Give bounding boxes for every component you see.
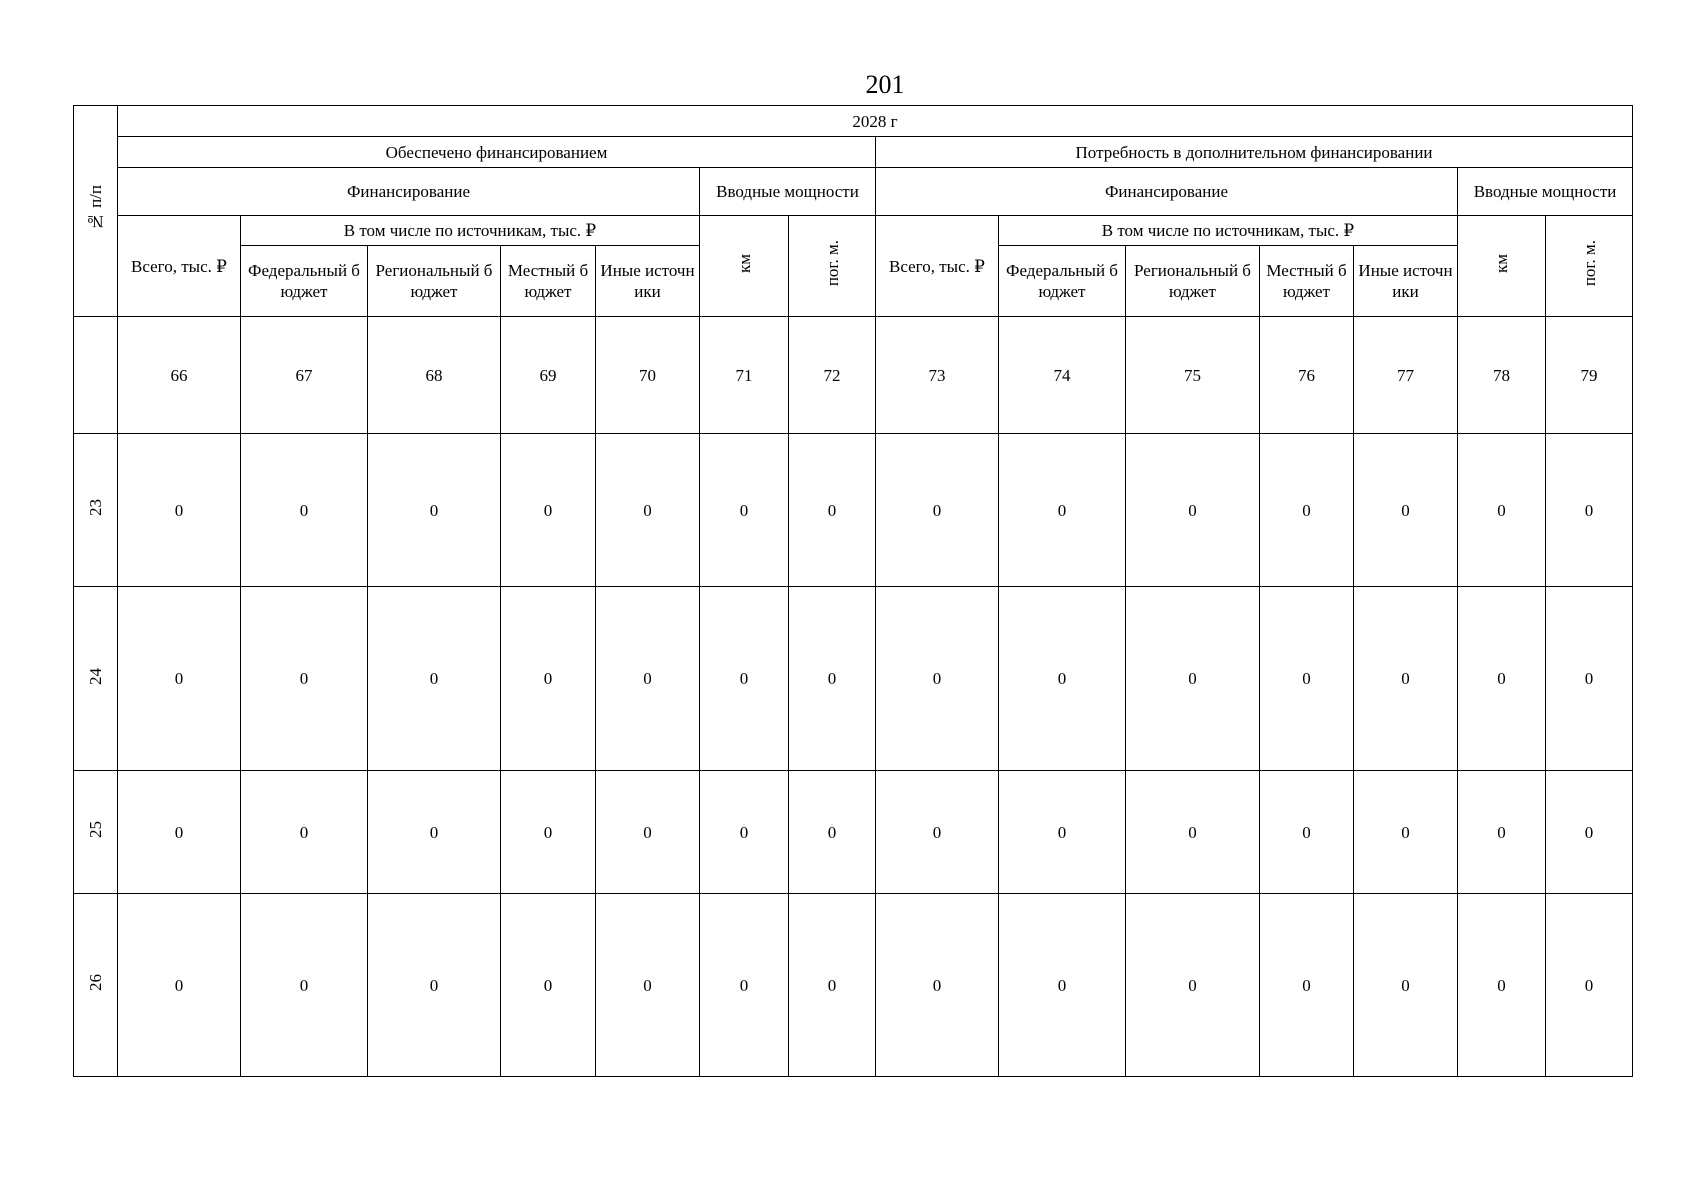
data-cell: 0 [789, 434, 876, 587]
data-cell: 0 [1126, 771, 1260, 894]
secured-km-label: км [734, 253, 754, 274]
data-cell: 0 [1546, 587, 1633, 771]
data-cell: 0 [1458, 894, 1546, 1077]
secured-header: Обеспечено финансированием [118, 137, 876, 168]
row-number-label: № п/п [86, 185, 105, 232]
table-row [74, 587, 1633, 771]
table-row [74, 434, 1633, 587]
need-capacity-header [1458, 168, 1633, 216]
data-cell: 0 [1546, 771, 1633, 894]
need-federal-label: Федеральный бюджет [1006, 261, 1118, 301]
row-number-cell [74, 894, 118, 1077]
need-financing-header: Финансирование [876, 168, 1458, 216]
need-total-label: Всего, тыс. ₽ [889, 256, 985, 276]
data-cell: 0 [368, 587, 501, 771]
data-cell: 0 [118, 771, 241, 894]
header-row-subgroups [74, 168, 1633, 216]
year-header: 2028 г [118, 106, 1633, 137]
data-cell: 0 [1354, 894, 1458, 1077]
secured-km-header [700, 216, 789, 317]
row-number: 24 [86, 667, 105, 685]
column-number: 78 [1458, 317, 1546, 434]
data-cell: 0 [1354, 587, 1458, 771]
data-cell: 0 [368, 771, 501, 894]
additional-need-header: Потребность в дополнительном финансировании [876, 137, 1633, 168]
secured-capacity-label: Вводные мощности [716, 182, 859, 201]
data-cell: 0 [596, 434, 700, 587]
data-cell: 0 [1546, 894, 1633, 1077]
need-km-header [1458, 216, 1546, 317]
data-cell: 0 [999, 894, 1126, 1077]
data-cell: 0 [1354, 771, 1458, 894]
data-cell: 0 [999, 587, 1126, 771]
header-row-groups [74, 137, 1633, 168]
data-cell: 0 [596, 894, 700, 1077]
column-number: 70 [596, 317, 700, 434]
data-cell: 0 [118, 587, 241, 771]
column-number: 79 [1546, 317, 1633, 434]
need-other-label: Иные источники [1358, 261, 1453, 301]
column-number: 68 [368, 317, 501, 434]
data-cell: 0 [700, 894, 789, 1077]
data-cell: 0 [999, 771, 1126, 894]
column-number: 75 [1126, 317, 1260, 434]
data-cell: 0 [789, 771, 876, 894]
secured-local-header [501, 246, 596, 317]
data-cell: 0 [368, 894, 501, 1077]
data-cell: 0 [1458, 771, 1546, 894]
secured-linear-m-header [789, 216, 876, 317]
data-cell: 0 [876, 771, 999, 894]
data-cell: 0 [1260, 771, 1354, 894]
data-cell: 0 [368, 434, 501, 587]
column-number: 71 [700, 317, 789, 434]
column-number: 76 [1260, 317, 1354, 434]
secured-other-header [596, 246, 700, 317]
need-other-header [1354, 246, 1458, 317]
data-cell: 0 [1126, 587, 1260, 771]
need-regional-header [1126, 246, 1260, 317]
data-cell: 0 [700, 771, 789, 894]
row-number-header [74, 106, 118, 317]
data-cell: 0 [876, 587, 999, 771]
need-km-label: км [1492, 253, 1511, 274]
row-number: 23 [86, 499, 105, 516]
column-number: 69 [501, 317, 596, 434]
secured-total-label: Всего, тыс. ₽ [131, 256, 227, 276]
data-cell: 0 [1260, 434, 1354, 587]
secured-other-label: Иные источники [600, 261, 695, 301]
need-federal-header [999, 246, 1126, 317]
need-regional-label: Региональный бюджет [1134, 261, 1251, 301]
secured-regional-header [368, 246, 501, 317]
secured-financing-header: Финансирование [118, 168, 700, 216]
secured-capacity-header [700, 168, 876, 216]
data-cell: 0 [241, 894, 368, 1077]
secured-federal-header [241, 246, 368, 317]
data-cell: 0 [501, 587, 596, 771]
data-cell: 0 [118, 894, 241, 1077]
data-cell: 0 [1260, 587, 1354, 771]
row-number-cell [74, 587, 118, 771]
financing-table [73, 105, 1633, 1077]
data-cell: 0 [876, 434, 999, 587]
column-number: 74 [999, 317, 1126, 434]
row-number-cell [74, 771, 118, 894]
data-cell: 0 [118, 434, 241, 587]
column-number: 77 [1354, 317, 1458, 434]
table-row [74, 771, 1633, 894]
data-cell: 0 [241, 587, 368, 771]
data-cell: 0 [241, 434, 368, 587]
need-capacity-label: Вводные мощности [1473, 182, 1617, 201]
column-number: 67 [241, 317, 368, 434]
data-cell: 0 [789, 894, 876, 1077]
column-number-blank [74, 317, 118, 434]
data-cell: 0 [999, 434, 1126, 587]
column-number: 72 [789, 317, 876, 434]
secured-by-sources-header: В том числе по источникам, тыс. ₽ [241, 216, 700, 246]
need-total-header [876, 216, 999, 317]
row-number: 25 [86, 821, 105, 838]
data-cell: 0 [1126, 434, 1260, 587]
need-local-label: Местный бюджет [1266, 261, 1347, 301]
data-cell: 0 [1458, 434, 1546, 587]
need-linear-m-header [1546, 216, 1633, 317]
table-row [74, 894, 1633, 1077]
data-cell: 0 [876, 894, 999, 1077]
data-cell: 0 [501, 894, 596, 1077]
secured-regional-label: Региональный бюджет [375, 261, 493, 301]
header-row-year [74, 106, 1633, 137]
need-linear-m-label: пог. м. [1579, 240, 1599, 287]
secured-federal-label: Федеральный бюджет [248, 261, 360, 301]
data-cell: 0 [789, 587, 876, 771]
column-number: 73 [876, 317, 999, 434]
page-number: 201 [865, 70, 905, 99]
data-cell: 0 [1354, 434, 1458, 587]
data-cell: 0 [596, 587, 700, 771]
column-number-row [74, 317, 1633, 434]
column-number: 66 [118, 317, 241, 434]
data-cell: 0 [700, 434, 789, 587]
need-local-header [1260, 246, 1354, 317]
data-cell: 0 [1458, 587, 1546, 771]
data-cell: 0 [1260, 894, 1354, 1077]
row-number: 26 [86, 974, 105, 991]
header-row-sources [74, 216, 1633, 246]
data-cell: 0 [1546, 434, 1633, 587]
data-cell: 0 [596, 771, 700, 894]
row-number-cell [74, 434, 118, 587]
data-cell: 0 [241, 771, 368, 894]
secured-local-label: Местный бюджет [507, 261, 589, 301]
data-cell: 0 [1126, 894, 1260, 1077]
data-cell: 0 [700, 587, 789, 771]
data-cell: 0 [501, 771, 596, 894]
secured-linear-m-label: пог. м. [822, 240, 842, 287]
secured-total-header [118, 216, 241, 317]
need-by-sources-header: В том числе по источникам, тыс. ₽ [999, 216, 1458, 246]
data-cell: 0 [501, 434, 596, 587]
